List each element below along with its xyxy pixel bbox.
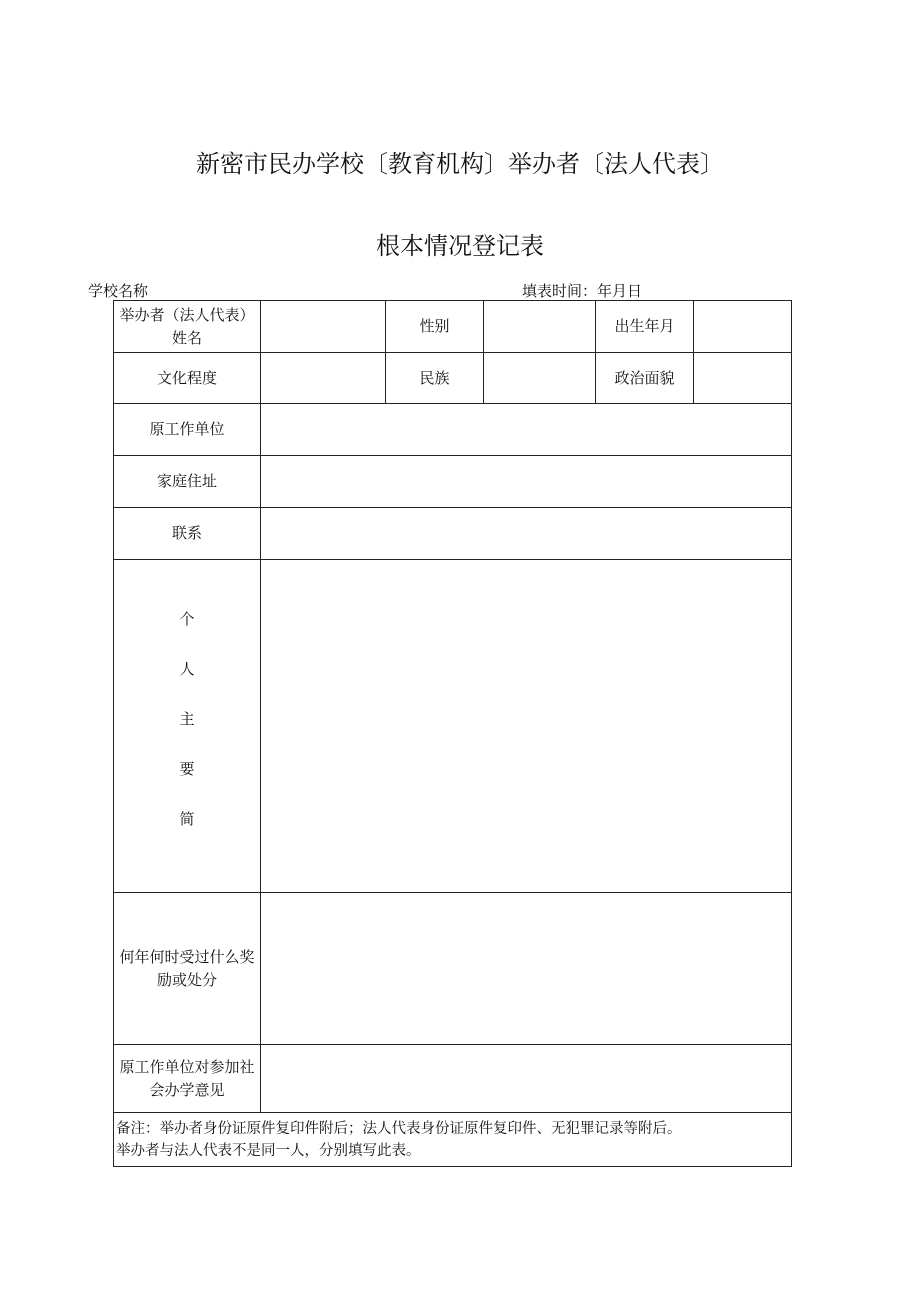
remarks-line: 备注：举办者身份证原件复印件附后；法人代表身份证原件复印件、无犯罪记录等附后。	[116, 1120, 682, 1137]
contact-label: 联系	[114, 508, 261, 560]
unit-opinion-field[interactable]	[261, 1045, 792, 1113]
resume-char: 简	[179, 810, 195, 828]
table-row	[114, 301, 792, 353]
fill-date-label: 填表时间：年月日	[522, 282, 643, 300]
political-status-field[interactable]	[694, 353, 792, 404]
home-address-label: 家庭住址	[114, 456, 261, 508]
table-row	[114, 1113, 792, 1167]
form-subtitle: 根本情况登记表	[376, 232, 544, 260]
former-unit-label: 原工作单位	[114, 404, 261, 456]
organizer-name-label: 举办者（法人代表）姓名	[114, 301, 261, 353]
resume-char: 主	[179, 710, 195, 728]
contact-field[interactable]	[261, 508, 792, 560]
resume-field[interactable]	[261, 560, 792, 893]
political-status-label: 政治面貌	[596, 353, 694, 404]
organizer-name-field[interactable]	[261, 301, 386, 353]
table-row	[114, 893, 792, 1045]
table-row	[114, 560, 792, 893]
table-row	[114, 1045, 792, 1113]
former-unit-field[interactable]	[261, 404, 792, 456]
table-row	[114, 456, 792, 508]
table-row	[114, 404, 792, 456]
ethnicity-field[interactable]	[484, 353, 596, 404]
unit-opinion-label: 原工作单位对参加社会办学意见	[114, 1045, 261, 1113]
remarks	[114, 1113, 792, 1167]
education-field[interactable]	[261, 353, 386, 404]
ethnicity-label: 民族	[386, 353, 484, 404]
gender-label: 性别	[386, 301, 484, 353]
gender-field[interactable]	[484, 301, 596, 353]
table-row	[114, 508, 792, 560]
awards-penalties-label: 何年何时受过什么奖励或处分	[114, 893, 261, 1045]
resume-char: 人	[179, 660, 195, 678]
resume-char: 个	[179, 610, 195, 628]
form-title: 新密市民办学校〔教育机构〕举办者〔法人代表〕	[196, 150, 724, 178]
birth-date-label: 出生年月	[596, 301, 694, 353]
home-address-field[interactable]	[261, 456, 792, 508]
education-label: 文化程度	[114, 353, 261, 404]
resume-char: 要	[179, 760, 195, 778]
remarks-line: 举办者与法人代表不是同一人，分别填写此表。	[116, 1142, 421, 1159]
birth-date-field[interactable]	[694, 301, 792, 353]
resume-label	[114, 560, 261, 893]
awards-penalties-field[interactable]	[261, 893, 792, 1045]
registration-table	[113, 300, 792, 1167]
table-row	[114, 353, 792, 404]
school-name-label: 学校名称	[88, 282, 149, 300]
